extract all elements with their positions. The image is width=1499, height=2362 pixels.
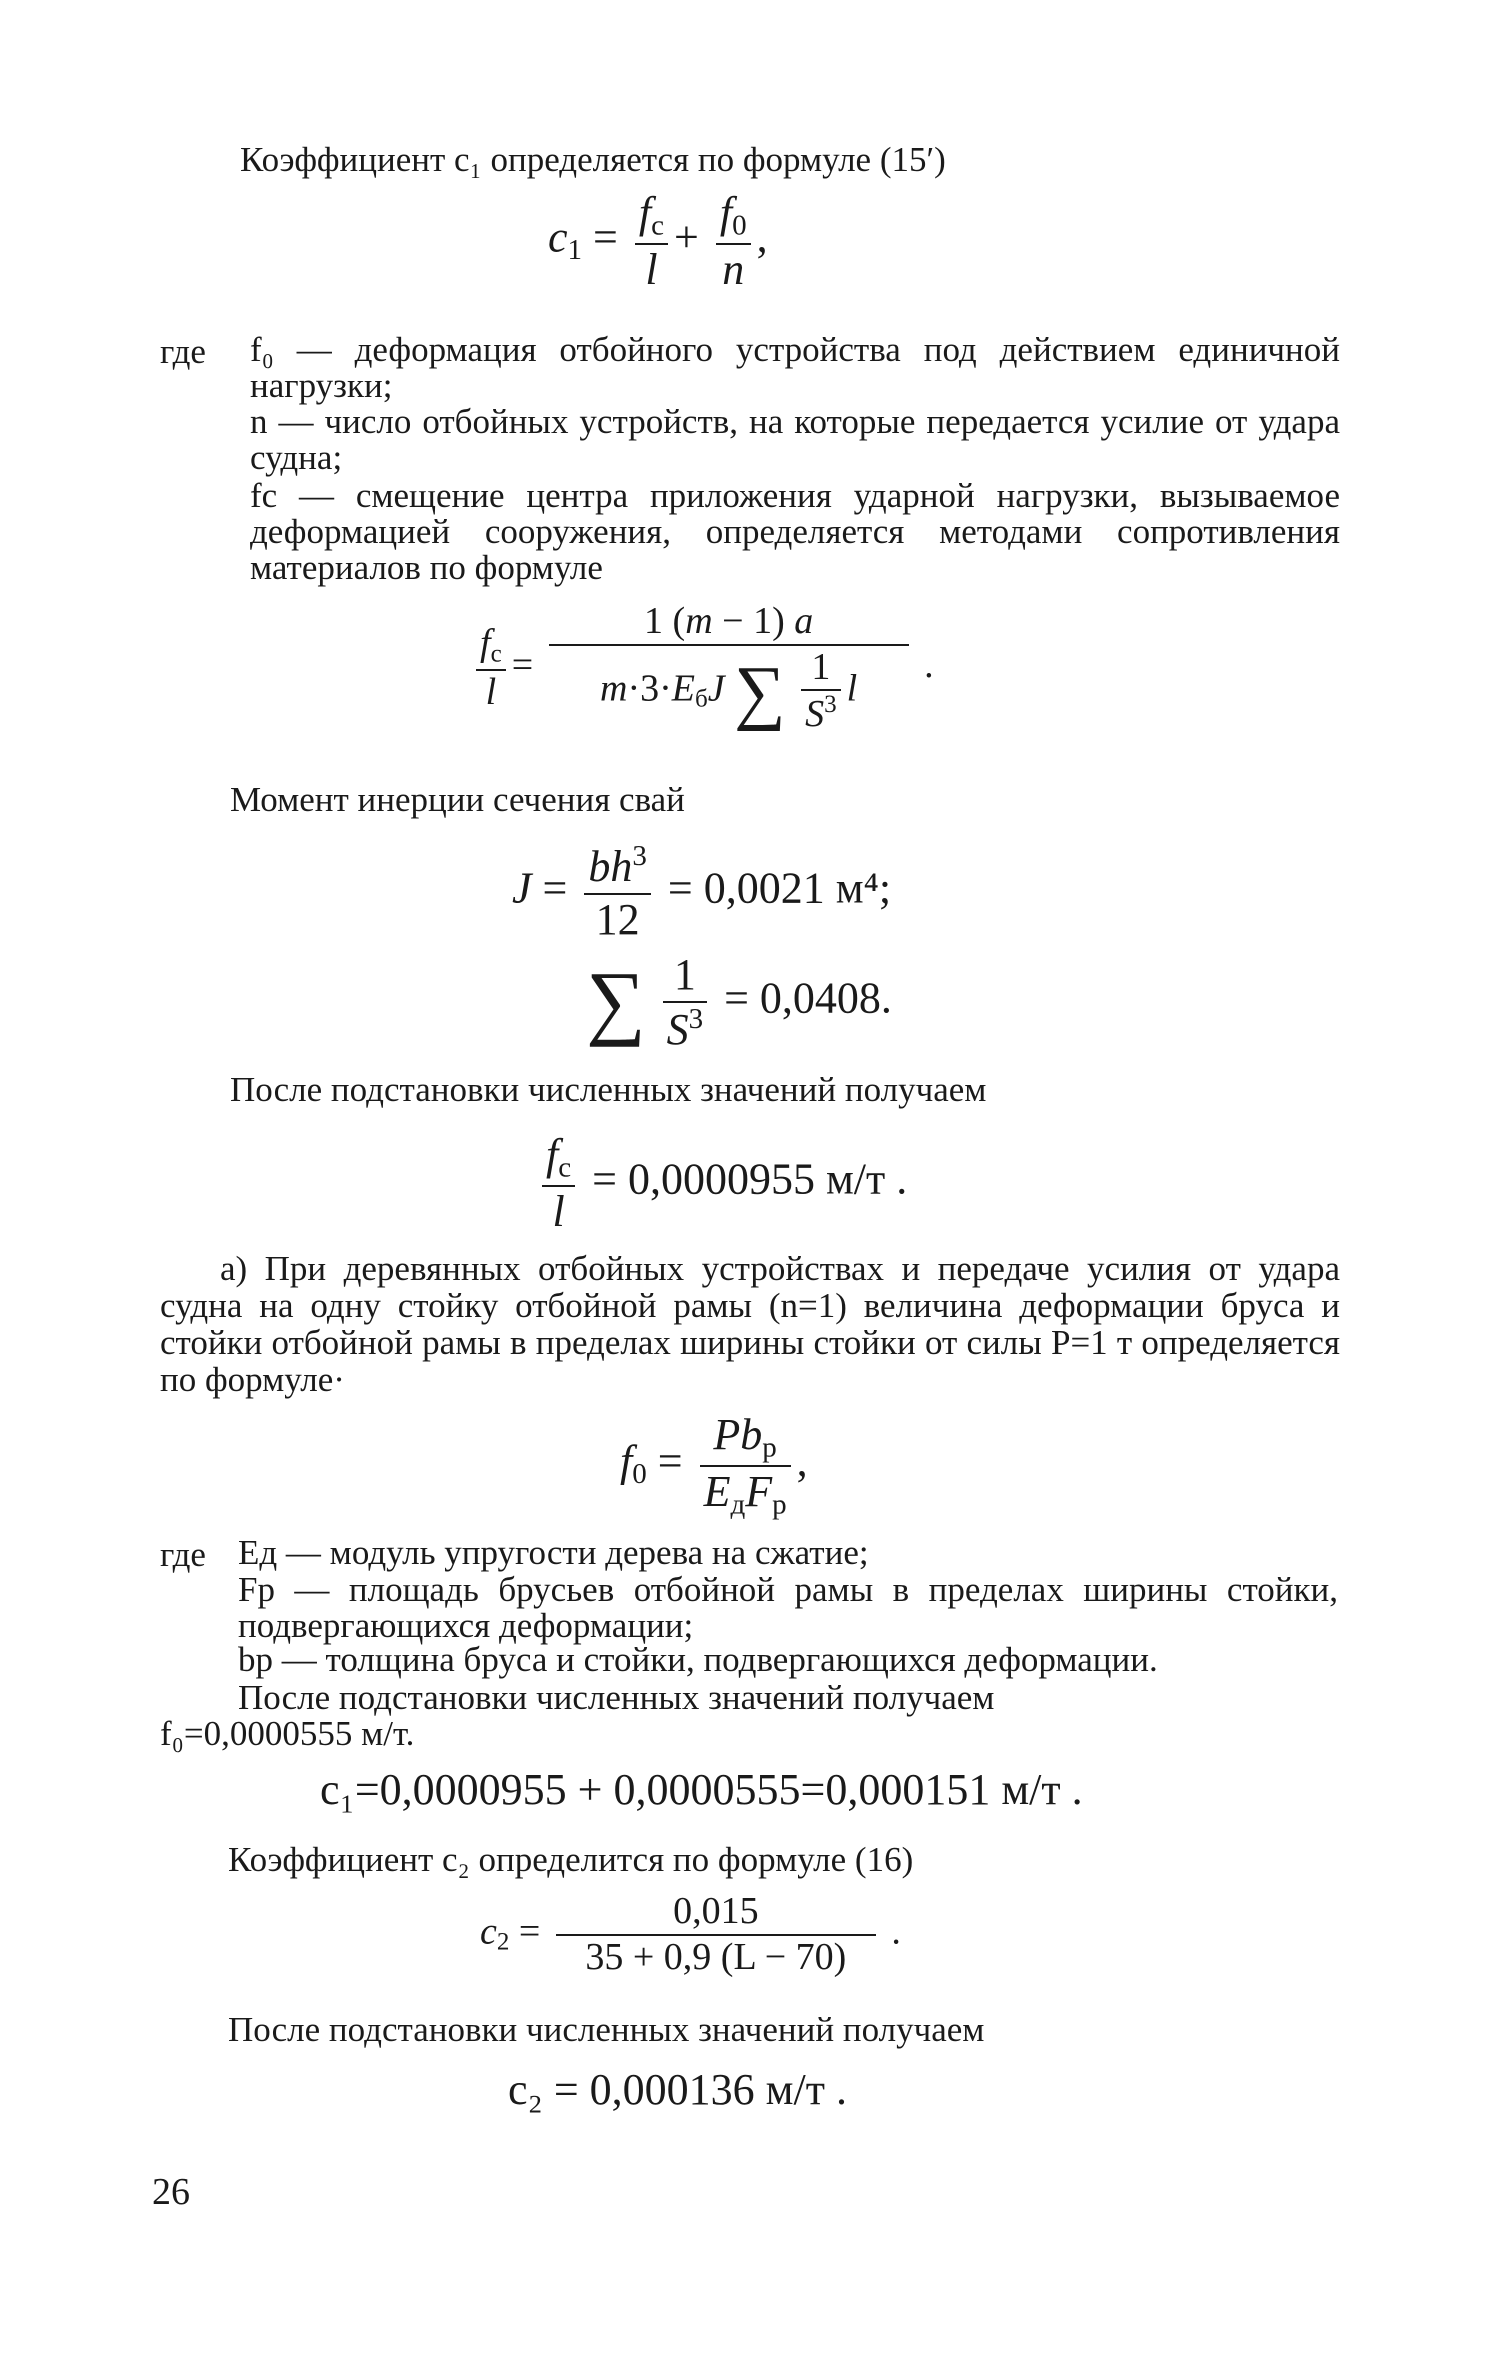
formula-sum: ∑ $\frac{1}{S^3}$ = 0,0408. [586,950,892,1054]
where-label-1: где [160,332,206,371]
formula-c1: $c_1$ = $\frac{f_c}{l}$ + $\frac{f_0}{n}$ , [548,188,768,294]
definition-fc: fс — смещение центра приложения ударной нагрузки, вызываемое деформацией сооружения, определяется методами сопротивления материалов по формуле [250,476,1340,587]
paragraph-a: а) При деревянных отбойных устройствах и передаче усилия от удара судна на одну стойку отбойной рамы (n=1) величина деформации бруса и стойки отбойной рамы в пределах ширины стойки от силы P=1 т определяется по формуле· [160,1249,1340,1399]
formula-f0: $f_0$ = $\frac{Pb_р}{E_дF_р}$ , [620,1410,808,1520]
after-substitution-3: После подстановки численных значений получаем [228,2010,985,2049]
page-number: 26 [152,2171,190,2213]
intro-c1: Коэффициент c₁ определяется по формуле (15′) [240,140,946,179]
moment-heading: Момент инерции сечения свай [230,780,685,819]
intro-c2: Коэффициент c₂ определится по формуле (16) [228,1840,914,1879]
where-label-2: где [160,1535,206,1574]
formula-J: J = $\frac{bh^3}{12}$ = 0,0021 м⁴; [512,840,892,944]
c2-result: c₂ = 0,000136 м/т . [508,2065,847,2114]
definition-Ed: Eд — модуль упругости дерева на сжатие; [238,1533,869,1572]
definition-f0: f₀ — деформация отбойного устройства под действием единичной нагрузки; [250,330,1340,405]
after-substitution-1: После подстановки численных значений получаем [230,1070,987,1109]
formula-fc-l-value: = 0,0000955 м/т . [592,1154,908,1204]
definition-Fp: Fр — площадь брусьев отбойной рамы в пределах ширины стойки, подвергающихся деформации; [238,1570,1338,1645]
formula-c2: $c_2$ = $\frac{0,015}{35 + 0,9 (L - 70)}$ . [480,1890,901,1978]
formula-c2-numerator: 0,015 [556,1890,876,1936]
formula-J-value: = 0,0021 м⁴; [667,863,892,913]
formula-fc-l-result: $\frac{f_c}{l}$ = 0,0000955 м/т . [536,1130,907,1237]
definition-bp: bр — толщина бруса и стойки, подвергающихся деформации. [238,1640,1158,1679]
after-substitution-2: После подстановки численных значений получаем [238,1678,995,1717]
formula-c2-denominator: 35 + 0,9 (L − 70) [585,1935,847,1978]
formula-sum-value: = 0,0408. [724,973,892,1023]
formula-fc-l: $\frac{f_c}{l}$ = 1 (m − 1) a $m\cdot 3\cdot E_бJ$ ∑ $\frac{1}{S^3}$ l . [470,600,934,737]
c1-result: c₁=0,0000955 + 0,0000555=0,000151 м/т . [320,1765,1083,1814]
definition-n: n — число отбойных устройств, на которые передается усилие от удара судна; [250,402,1340,477]
f0-result: f₀=0,0000555 м/т. [160,1714,415,1753]
